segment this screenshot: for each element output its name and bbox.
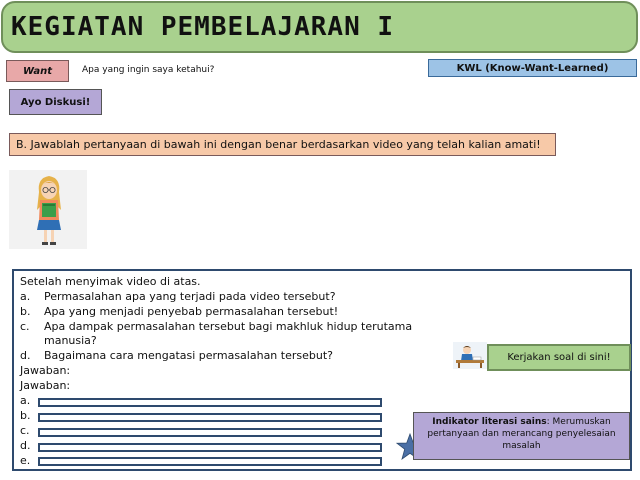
- answer-e-label: e.: [20, 454, 31, 467]
- answer-c-field[interactable]: [38, 428, 382, 437]
- kwl-label: KWL (Know-Want-Learned): [456, 62, 609, 74]
- question-c-text: Apa dampak permasalahan tersebut bagi makhluk hidup terutama: [44, 320, 413, 333]
- answer-b-label: b.: [20, 409, 31, 422]
- want-label: Want: [23, 65, 52, 77]
- want-question: Apa yang ingin saya ketahui?: [82, 65, 215, 75]
- student-girl-icon: [9, 170, 87, 249]
- page-title: KEGIATAN PEMBELAJARAN I: [11, 12, 395, 42]
- kerjakan-soal-label: Kerjakan soal di sini!: [507, 352, 611, 363]
- jawaban-label-2: Jawaban:: [20, 379, 71, 392]
- indikator-title: Indikator literasi sains: [432, 417, 547, 427]
- intro-text: Setelah menyimak video di atas.: [20, 275, 201, 288]
- question-d-marker: d.: [20, 349, 31, 362]
- answer-a-label: a.: [20, 394, 31, 407]
- answer-d-field[interactable]: [38, 443, 382, 452]
- answer-d-label: d.: [20, 439, 31, 452]
- question-a-marker: a.: [20, 290, 31, 303]
- want-label-box: [6, 60, 69, 82]
- answer-e-field[interactable]: [38, 457, 382, 466]
- answer-b-field[interactable]: [38, 413, 382, 422]
- ayo-diskusi-label: Ayo Diskusi!: [20, 96, 91, 108]
- instruction-text: B. Jawablah pertanyaan di bawah ini dengan benar berdasarkan video yang telah kalian amati!: [16, 138, 541, 151]
- ayo-diskusi-button[interactable]: [9, 89, 102, 115]
- question-d-text: Bagaimana cara mengatasi permasalahan tersebut?: [44, 349, 333, 362]
- instruction-banner: [9, 133, 556, 156]
- title-banner: [1, 1, 638, 53]
- question-c-marker: c.: [20, 320, 30, 333]
- kerjakan-soal-button[interactable]: [487, 344, 631, 371]
- jawaban-label-1: Jawaban:: [20, 364, 71, 377]
- question-b-text: Apa yang menjadi penyebab permasalahan tersebut!: [44, 305, 339, 318]
- answer-a-field[interactable]: [38, 398, 382, 407]
- question-c-text-cont: manusia?: [44, 334, 97, 347]
- answer-c-label: c.: [20, 424, 30, 437]
- question-a-text: Permasalahan apa yang terjadi pada video tersebut?: [44, 290, 336, 303]
- question-b-marker: b.: [20, 305, 31, 318]
- kwl-label-box: [428, 59, 637, 77]
- indikator-literasi-box: [413, 412, 630, 460]
- student-desk-image: [453, 342, 487, 369]
- writing-student-icon: [453, 342, 487, 369]
- student-girl-image: [9, 170, 87, 249]
- indikator-description: : Merumuskan pertanyaan dan merancang penyelesaian masalah: [427, 417, 616, 451]
